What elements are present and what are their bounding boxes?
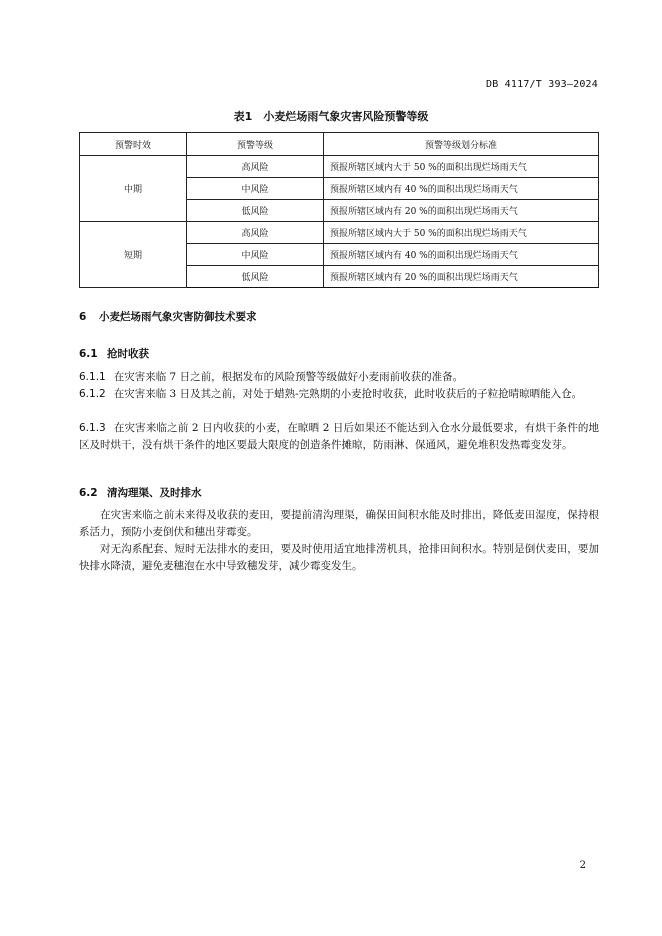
section-number: 6.1	[79, 348, 98, 360]
criterion-cell: 预报所辖区域内有 20 %的面积出现烂场雨天气	[324, 200, 599, 222]
table-row	[80, 156, 599, 178]
page-number: 2	[579, 860, 586, 871]
section-number: 6.2	[79, 487, 98, 499]
level-cell: 低风险	[187, 200, 324, 222]
table-title: 表1 小麦烂场雨气象灾害风险预警等级	[233, 110, 429, 123]
table-row	[80, 222, 599, 244]
section-number: 6	[79, 311, 87, 323]
clause-number: 6.1.3	[79, 422, 106, 434]
clause-text: 在灾害来临之前 2 日内收获的小麦，在晾晒 2 日后如果还不能达到入仓水分最低要求，有烘干条件的地区及时烘干，没有烘干条件的地区要最大限度的创造条件摊晾，防雨淋、保通风，避免堆积发热霉变发芽。	[79, 422, 599, 451]
paragraph: 在灾害来临之前未来得及收获的麦田，要提前清沟理渠，确保田间积水能及时排出，降低麦田湿度，保持根系活力，预防小麦倒伏和穗出芽霉变。	[79, 509, 599, 538]
table-header-level: 预警等级	[187, 133, 324, 156]
criterion-cell: 预报所辖区域内有 40 %的面积出现烂场雨天气	[324, 244, 599, 266]
table-header-criterion: 预警等级划分标准	[324, 133, 599, 156]
table-header-period: 预警时效	[80, 133, 187, 156]
clause-6-1-2	[79, 386, 599, 403]
criterion-cell: 预报所辖区域内大于 50 %的面积出现烂场雨天气	[324, 222, 599, 244]
section-6-heading	[79, 309, 257, 324]
level-cell: 中风险	[187, 178, 324, 200]
section-title: 小麦烂场雨气象灾害防御技术要求	[99, 311, 257, 323]
clause-text: 在灾害来临 3 日及其之前，对处于蜡熟-完熟期的小麦抢时收获，此时收获后的子粒抢晴晾晒能入仓。	[113, 388, 583, 400]
clause-6-1-1	[79, 369, 599, 386]
paragraph: 对无沟系配套、短时无法排水的麦田，要及时使用适宜地排涝机具，抢排田间积水。特别是倒伏麦田，要加快排水降渍，避免麦穗泡在水中导致穗发芽，减少霉变发生。	[79, 543, 599, 572]
document-code: DB 4117/T 393—2024	[486, 79, 598, 90]
risk-warning-table	[79, 132, 599, 288]
section-6-1-heading	[79, 346, 149, 361]
level-cell: 高风险	[187, 222, 324, 244]
criterion-cell: 预报所辖区域内有 40 %的面积出现烂场雨天气	[324, 178, 599, 200]
period-cell-medium-term: 中期	[80, 156, 187, 222]
level-cell: 高风险	[187, 156, 324, 178]
criterion-cell: 预报所辖区域内大于 50 %的面积出现烂场雨天气	[324, 156, 599, 178]
period-cell-short-term: 短期	[80, 222, 187, 288]
level-cell: 低风险	[187, 266, 324, 288]
criterion-cell: 预报所辖区域内有 20 %的面积出现烂场雨天气	[324, 266, 599, 288]
clause-number: 6.1.2	[79, 388, 106, 400]
section-6-2-heading	[79, 485, 202, 500]
clause-text: 在灾害来临 7 日之前，根据发布的风险预警等级做好小麦雨前收获的准备。	[113, 371, 464, 383]
clause-6-1-3	[79, 420, 599, 454]
level-cell: 中风险	[187, 244, 324, 266]
section-title: 清沟理渠、及时排水	[107, 487, 202, 499]
section-title: 抢时收获	[107, 348, 149, 360]
clause-number: 6.1.1	[79, 371, 106, 383]
